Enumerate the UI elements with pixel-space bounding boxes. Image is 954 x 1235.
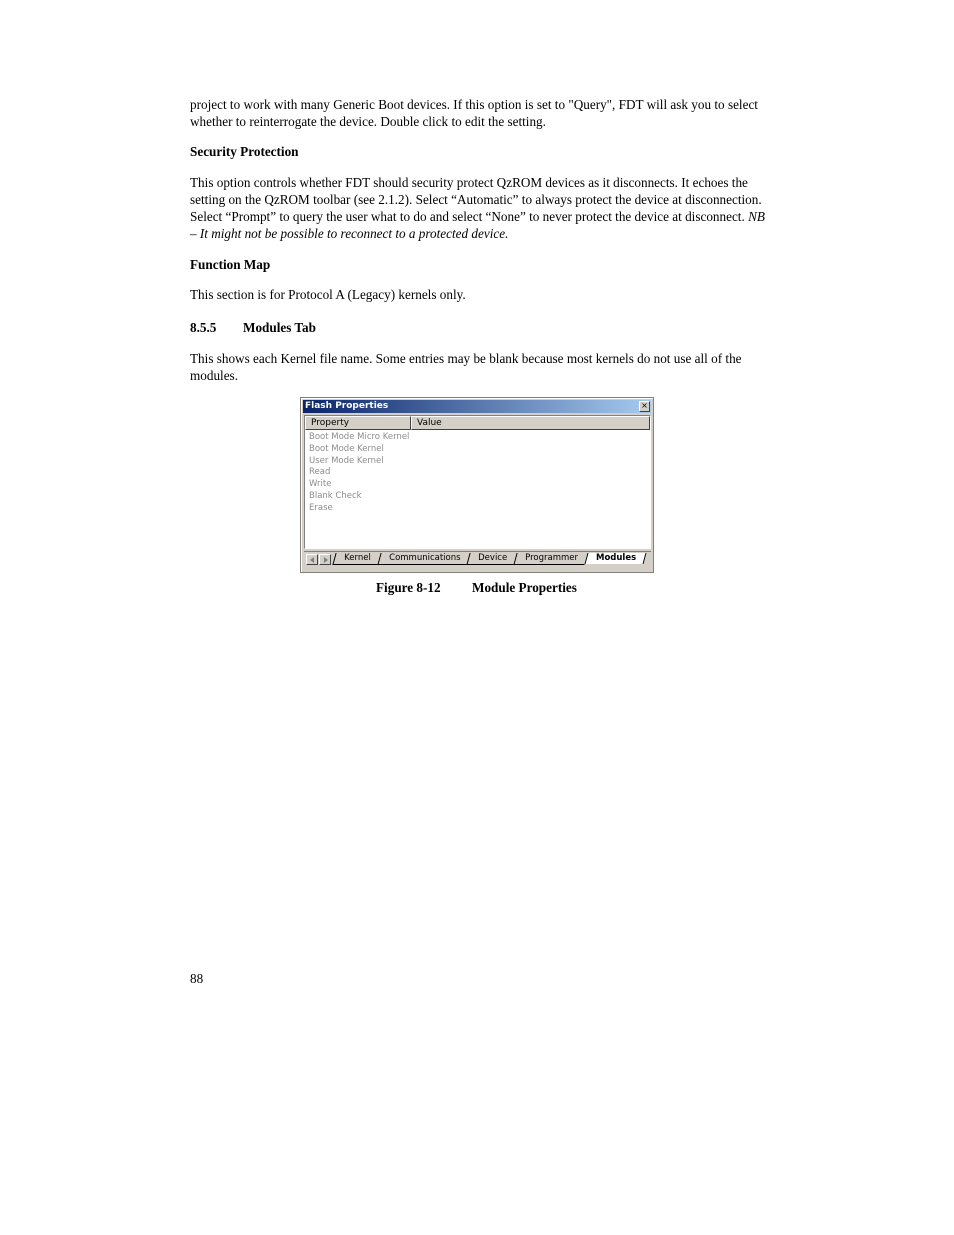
tab-programmer[interactable]	[514, 553, 588, 565]
figure-number: Figure 8-12	[376, 580, 441, 595]
column-header-property[interactable]: Property	[305, 416, 411, 430]
security-protection-heading: Security Protection	[190, 144, 299, 159]
tab-bar	[304, 551, 651, 567]
list-item[interactable]: Read	[309, 467, 331, 478]
flash-properties-window	[300, 397, 654, 573]
property-list[interactable]	[304, 415, 651, 549]
tab-label: Communications	[388, 553, 461, 563]
list-item[interactable]: Boot Mode Kernel	[309, 443, 384, 454]
window-titlebar[interactable]	[303, 400, 651, 413]
tab-kernel[interactable]	[332, 553, 380, 565]
tab-label: Device	[478, 553, 508, 563]
figure-title: Module Properties	[472, 580, 577, 595]
scroll-left-icon[interactable]	[306, 554, 318, 565]
security-protection-note: NB – It might not be possible to reconnect to a protected device.	[190, 209, 765, 241]
intro-line-2: whether to reinterrogate the device. Double click to edit the setting.	[190, 114, 546, 129]
intro-paragraph	[190, 96, 765, 130]
modules-tab-heading	[190, 319, 316, 336]
list-item[interactable]: Write	[309, 479, 332, 490]
tab-label: Kernel	[344, 553, 371, 563]
tab-strip	[334, 553, 645, 565]
column-header-value[interactable]: Value	[411, 416, 650, 430]
function-map-heading: Function Map	[190, 257, 271, 272]
page-number: 88	[190, 971, 204, 986]
tab-label: Programmer	[525, 553, 579, 563]
close-icon[interactable]: ×	[639, 401, 650, 412]
tab-device[interactable]	[467, 553, 517, 565]
list-item[interactable]: Erase	[309, 502, 333, 513]
list-header	[305, 416, 650, 430]
list-item[interactable]: Blank Check	[309, 490, 362, 501]
window-title: Flash Properties	[305, 401, 389, 411]
list-item[interactable]: User Mode Kernel	[309, 455, 384, 466]
security-protection-text: This option controls whether FDT should security protect QzROM devices as it disconnects. It echoes the setting on the QzROM toolbar (see 2.1.2). Select “Automatic” to always protect the device at disconnection. Select “Prompt” to query the user what to do and select “None” to never protect the device at disconnect.	[190, 175, 762, 224]
section-title: Modules Tab	[243, 320, 316, 335]
tab-communications[interactable]	[377, 553, 470, 565]
figure-caption	[376, 579, 577, 596]
tab-label: Modules	[596, 553, 637, 563]
property-rows	[309, 432, 409, 515]
intro-line-1: project to work with many Generic Boot devices. If this option is set to "Query", FDT will ask you to select	[190, 97, 758, 112]
list-item[interactable]: Boot Mode Micro Kernel	[309, 432, 410, 442]
security-protection-paragraph	[190, 174, 765, 242]
section-number: 8.5.5	[190, 320, 217, 335]
function-map-paragraph: This section is for Protocol A (Legacy) kernels only.	[190, 287, 466, 302]
modules-tab-paragraph: This shows each Kernel file name. Some entries may be blank because most kernels do not use all of the modules.	[190, 351, 742, 383]
tab-modules[interactable]	[585, 553, 647, 564]
scroll-right-icon[interactable]	[319, 554, 331, 565]
